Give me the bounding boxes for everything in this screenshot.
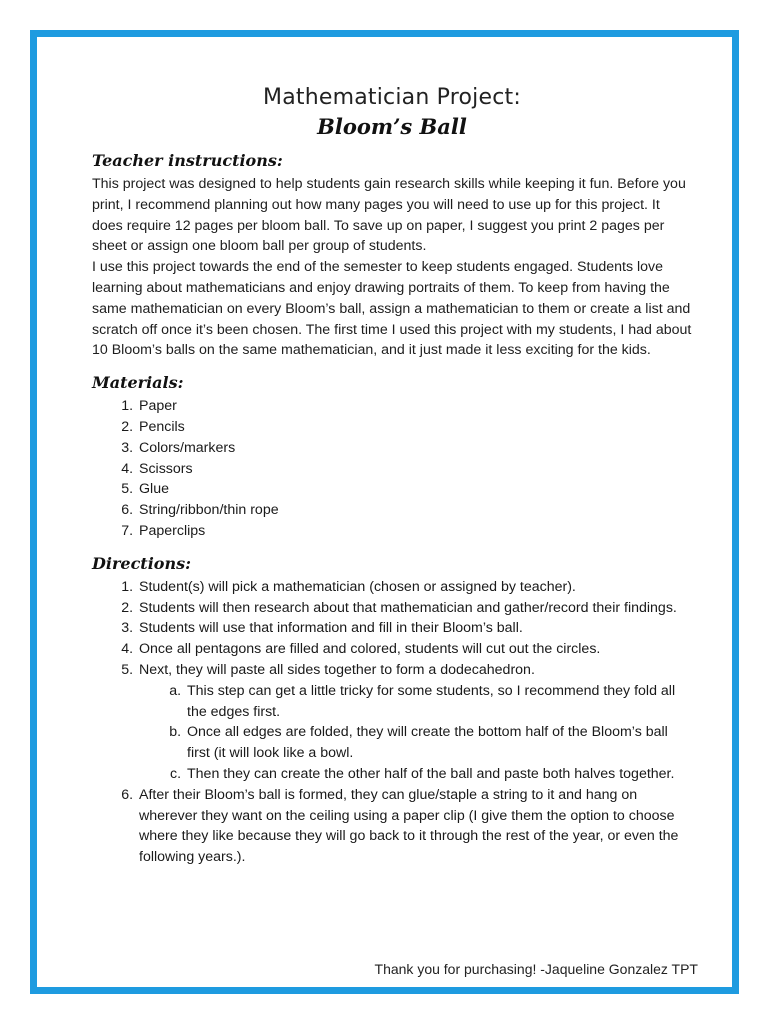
directions-sublist [139,681,692,785]
materials-item: 4. Scissors [137,459,692,480]
page-border [30,30,739,994]
page-subtitle: Bloom’s Ball [317,114,467,139]
directions-item-text: Next, they will paste all sides together to form a dodecahedron. [139,661,535,678]
directions-item: 3. Students will use that information and fill in their Bloom’s ball. [137,618,692,639]
page-title: Mathematician Project: [263,85,521,110]
materials-heading: Materials: [92,373,184,393]
instructions-paragraph-2: I use this project towards the end of the semester to keep students engaged. Students love learning about mathematicians and enjoy drawing portraits of them. To keep from having the same mathematician on every Bloom’s ball, assign a mathematician to them or create a list and scratch off once it’s been chosen. The first time I used this project with my students, I had about 10 Bloom’s balls on the same mathematician, and it just made it less exciting for the kids. [92,259,692,359]
directions-subitem: a. This step can get a little tricky for some students, so I recommend they fold all the edges first. [185,681,692,723]
instructions-paragraph-1: This project was designed to help students gain research skills while keeping it fun. Before you print, I recommend planning out how many pages you will need to use up for this project. It does require 12 pages per bloom ball. To save up on paper, I suggest you print 2 pages per sheet or assign one bloom ball per group of students. [92,176,686,255]
directions-item: 2. Students will then research about that mathematician and gather/record their findings. [137,598,692,619]
materials-item: 5. Glue [137,479,692,500]
directions-item: 4. Once all pentagons are filled and colored, students will cut out the circles. [137,639,692,660]
teacher-instructions-heading: Teacher instructions: [92,151,283,170]
document-content [92,67,692,868]
directions-item [137,660,692,785]
materials-item: 3. Colors/markers [137,438,692,459]
directions-list [92,577,692,868]
materials-item: 6. String/ribbon/thin rope [137,500,692,521]
materials-item: 1. Paper [137,396,692,417]
directions-item: 1. Student(s) will pick a mathematician (chosen or assigned by teacher). [137,577,692,598]
materials-item: 7. Paperclips [137,521,692,542]
directions-item: 6. After their Bloom’s ball is formed, they can glue/staple a string to it and hang on wherever they want on the ceiling using a paper clip (I give them the option to choose where they like because they will go back to it through the rest of the year, or even the following years.). [137,785,692,868]
footer-credit: Thank you for purchasing! -Jaqueline Gonzalez TPT [374,961,698,977]
materials-list [92,396,692,542]
directions-subitem: b. Once all edges are folded, they will create the bottom half of the Bloom’s ball first (it will look like a bowl. [185,722,692,764]
directions-subitem: c. Then they can create the other half of the ball and paste both halves together. [185,764,692,785]
materials-item: 2. Pencils [137,417,692,438]
directions-heading: Directions: [92,553,191,573]
